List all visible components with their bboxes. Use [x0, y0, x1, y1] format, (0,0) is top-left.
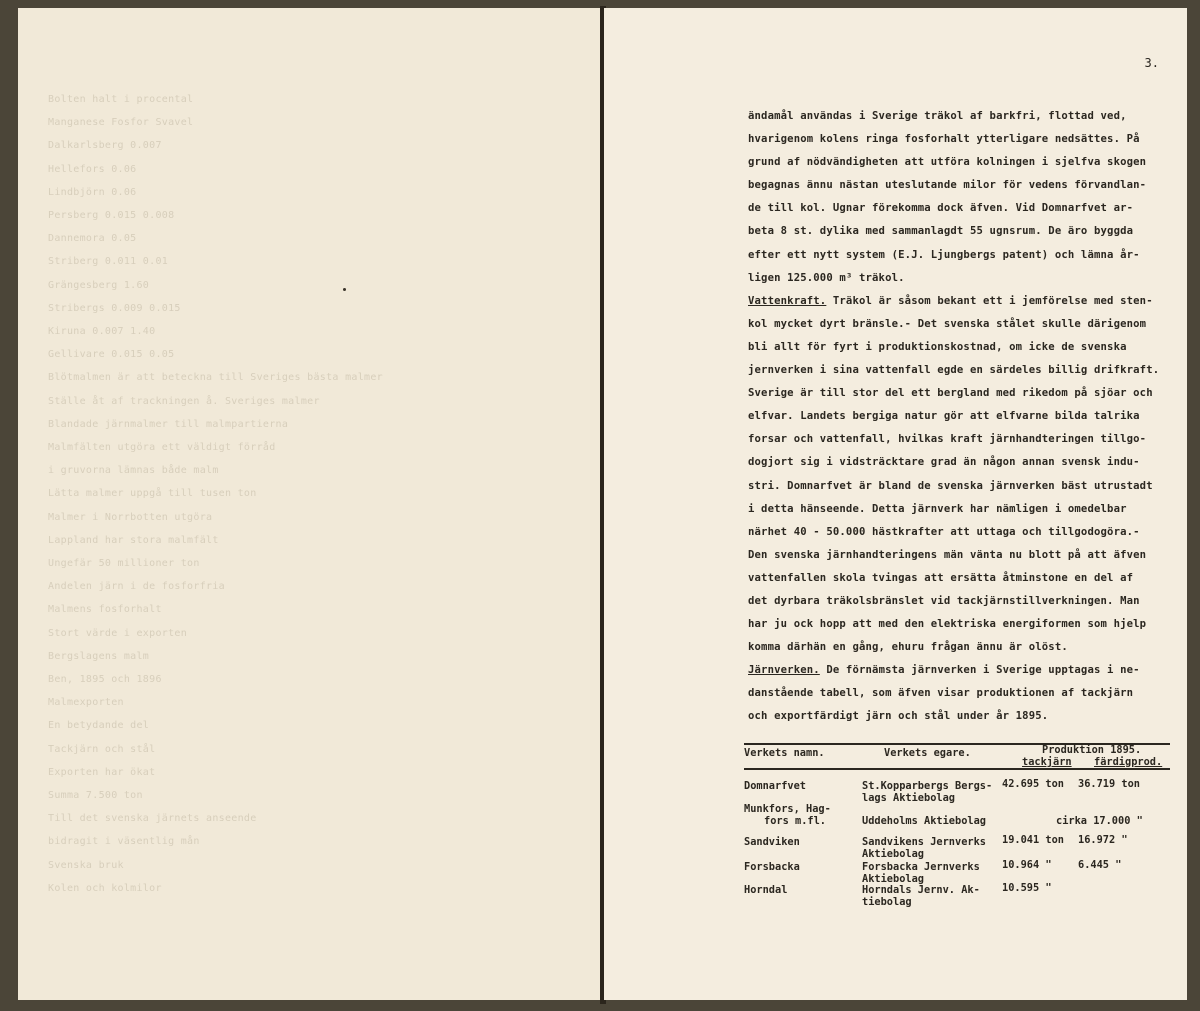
ghost-line: Ben, 1895 och 1896 — [48, 674, 162, 685]
text-line — [748, 428, 1174, 451]
ghost-line: Gellivare 0.015 0.05 — [48, 349, 175, 361]
ghost-line: Malmens fosforhalt — [48, 604, 162, 616]
ghost-line: Hellefors 0.06 — [48, 163, 137, 175]
ghost-line: Lappland har stora malmfält — [48, 534, 219, 546]
text-line — [748, 659, 1174, 682]
text-line-content: i detta hänseende. Detta järnverk har nämligen i omedelbar — [748, 502, 1127, 515]
ghost-line: Dalkarlsberg 0.007 — [48, 140, 162, 152]
text-line — [748, 267, 1174, 290]
cell-owner: Aktiebolag — [862, 848, 924, 860]
cell-owner: Uddeholms Aktiebolag — [862, 815, 986, 827]
ghost-line: Malmer i Norrbotten utgöra — [48, 511, 213, 523]
text-line — [748, 290, 1174, 313]
text-line-content: Träkol är såsom bekant ett i jemförelse med sten- — [826, 294, 1153, 307]
text-line-content: vattenfallen skola tvingas att ersätta åtminstone en del af — [748, 571, 1134, 584]
ghost-line: Stribergs 0.009 0.015 — [48, 302, 181, 314]
cell-finished: 16.972 " — [1078, 834, 1128, 846]
cell-finished: cirka 17.000 " — [1056, 815, 1143, 827]
text-line — [748, 636, 1174, 659]
page-number: 3. — [1144, 56, 1159, 70]
ghost-line: Striberg 0.011 0.01 — [48, 256, 169, 268]
text-line — [748, 405, 1174, 428]
text-line — [748, 128, 1174, 151]
cell-owner: tiebolag — [862, 896, 912, 908]
ghost-line: Till det svenska järnets anseende — [48, 813, 257, 825]
left-page — [18, 8, 601, 1000]
text-line-content: jernverken i sina vattenfall egde en särdeles billig drifkraft. — [748, 364, 1160, 377]
cell-pig-iron: 19.041 ton — [1002, 834, 1064, 846]
ghost-line: Manganese Fosfor Svavel — [48, 117, 194, 129]
text-line — [748, 521, 1174, 544]
text-line-content: de till kol. Ugnar förekomma dock äfven. Vid Domnarfvet ar- — [748, 202, 1134, 215]
text-line — [748, 544, 1174, 567]
text-line-content: forsar och vattenfall, hvilkas kraft järnhandteringen tillgo- — [748, 433, 1147, 446]
text-line-content: elfvar. Landets bergiga natur gör att elfvarne bilda talrika — [748, 410, 1140, 423]
cell-works-name: Horndal — [744, 884, 788, 896]
text-line-content: har ju ock hopp att med den elektriska energiformen som hjelp — [748, 618, 1147, 631]
col-header-name: Verkets namn. — [744, 747, 825, 759]
text-line-content: dogjort sig i vidsträcktare grad än någon annan svensk indu- — [748, 456, 1140, 469]
col-header-pig-iron: tackjärn — [1022, 756, 1072, 768]
ghost-line: Malmfälten utgöra ett väldigt förråd — [48, 442, 276, 453]
text-line-content: grund af nödvändigheten att utföra kolningen i sjelfva skogen — [748, 156, 1147, 169]
ghost-line: Dannemora 0.05 — [48, 233, 137, 245]
ghost-line: Kiruna 0.007 1.40 — [48, 326, 156, 337]
ghost-line: Tackjärn och stål — [48, 743, 156, 755]
text-line — [748, 705, 1174, 728]
text-line — [748, 359, 1174, 382]
body-text — [748, 105, 1174, 729]
text-line — [748, 590, 1174, 613]
ghost-line: Persberg 0.015 0.008 — [48, 210, 175, 221]
text-line — [748, 475, 1174, 498]
col-header-finished: färdigprod. — [1094, 756, 1163, 768]
cell-pig-iron: 10.595 " — [1002, 882, 1052, 894]
ghost-line: i gruvorna lämnas både malm — [48, 465, 219, 477]
text-line — [748, 613, 1174, 636]
text-line-content: ändamål användas i Sverige träkol af barkfri, flottad ved, — [748, 110, 1127, 122]
cell-finished: 36.719 ton — [1078, 778, 1140, 790]
ghost-line: Bolten halt i procental — [48, 94, 194, 105]
text-line — [748, 151, 1174, 174]
text-line — [748, 313, 1174, 336]
ghost-line: bidragit i väsentlig mån — [48, 836, 200, 848]
section-heading: Vattenkraft. — [748, 294, 827, 307]
text-line — [748, 451, 1174, 474]
ghost-line: Ställe åt af trackningen å. Sveriges malmer — [48, 395, 320, 407]
ghost-line: Bergslagens malm — [48, 650, 150, 662]
cell-finished: 6.445 " — [1078, 859, 1122, 871]
text-line — [748, 174, 1174, 197]
text-line — [748, 105, 1174, 128]
ghost-line: Lindbjörn 0.06 — [48, 186, 137, 198]
text-line-content: komma därhän en gång, ehuru frågan ännu är olöst. — [748, 641, 1068, 654]
col-header-production: Produktion 1895. — [1042, 744, 1142, 756]
cell-owner: Forsbacka Jernverks — [862, 861, 980, 873]
text-line-content: Sverige är till stor del ett bergland med rikedom på sjöar och — [748, 387, 1153, 400]
bleed-through-text — [18, 8, 601, 1000]
text-line — [748, 336, 1174, 359]
right-page — [604, 8, 1187, 1000]
cell-works-name: Sandviken — [744, 836, 800, 848]
ghost-line: Summa 7.500 ton — [48, 790, 143, 801]
text-line-content: ligen 125.000 m³ träkol. — [748, 271, 905, 284]
text-line-content: Den svenska järnhandteringens män vänta nu blott på att äfven — [748, 548, 1147, 561]
ghost-line: Ungefär 50 millioner ton — [48, 558, 200, 569]
text-line — [748, 197, 1174, 220]
cell-owner: St.Kopparbergs Bergs- — [862, 780, 993, 792]
ghost-line: Svenska bruk — [48, 859, 124, 871]
text-line-content: danstående tabell, som äfven visar produktionen af tackjärn — [748, 687, 1134, 700]
ghost-line: Malmexporten — [48, 697, 124, 709]
text-line — [748, 567, 1174, 590]
cell-owner: Aktiebolag — [862, 873, 924, 885]
text-line-content: kol mycket dyrt bränsle.- Det svenska stålet skulle därigenom — [748, 317, 1147, 330]
ghost-line: Blandade järnmalmer till malmpartierna — [48, 418, 289, 430]
cell-works-name: Forsbacka — [744, 861, 800, 873]
cell-pig-iron: 10.964 " — [1002, 859, 1052, 871]
ghost-line: Kolen och kolmilor — [48, 882, 162, 894]
cell-works-name: fors m.fl. — [764, 815, 826, 827]
col-header-owner: Verkets egare. — [884, 747, 971, 759]
text-line — [748, 682, 1174, 705]
cell-works-name: Domnarfvet — [744, 780, 806, 792]
text-line-content: efter ett nytt system (E.J. Ljungbergs patent) och lämna år- — [748, 248, 1140, 261]
text-line-content: hvarigenom kolens ringa fosforhalt ytterligare nedsättes. På — [748, 133, 1140, 146]
text-line — [748, 220, 1174, 243]
text-line-content: bli allt för fyrt i produktionskostnad, om icke de svenska — [748, 340, 1127, 353]
text-line — [748, 498, 1174, 521]
ghost-line: Andelen järn i de fosforfria — [48, 581, 225, 593]
text-line — [748, 244, 1174, 267]
text-line-content: närhet 40 - 50.000 hästkrafter att uttaga och tillgodogöra.- — [748, 525, 1140, 538]
ghost-line: Exporten har ökat — [48, 766, 156, 778]
text-line-content: begagnas ännu nästan uteslutande milor för vedens förvandlan- — [748, 179, 1147, 192]
ghost-line: Lätta malmer uppgå till tusen ton — [48, 488, 257, 500]
cell-owner: lags Aktiebolag — [862, 792, 955, 804]
text-line-content: stri. Domnarfvet är bland de svenska järnverken bäst utrustadt — [748, 479, 1153, 492]
section-heading: Järnverken. — [748, 664, 820, 677]
text-line-content: beta 8 st. dylika med sammanlagdt 55 ugnsrum. De äro byggda — [748, 225, 1134, 238]
text-line-content: De förnämsta järnverken i Sverige upptagas i ne- — [819, 664, 1140, 677]
ghost-line: En betydande del — [48, 720, 150, 732]
cell-pig-iron: 42.695 ton — [1002, 778, 1064, 790]
cell-works-name: Munkfors, Hag- — [744, 803, 831, 815]
cell-owner: Horndals Jernv. Ak- — [862, 884, 980, 896]
text-line-content: och exportfärdigt järn och stål under år 1895. — [748, 710, 1049, 723]
ghost-line: Stort värde i exporten — [48, 627, 188, 639]
paper-speck — [343, 288, 346, 291]
table-header-rule — [744, 768, 1170, 770]
ghost-line: Blötmalmen är att beteckna till Sveriges bästa malmer — [48, 372, 383, 384]
ghost-line: Grängesberg 1.60 — [48, 279, 150, 291]
text-line — [748, 382, 1174, 405]
text-line-content: det dyrbara träkolsbränslet vid tackjärnstillverkningen. Man — [748, 594, 1140, 607]
cell-owner: Sandvikens Jernverks — [862, 836, 986, 848]
